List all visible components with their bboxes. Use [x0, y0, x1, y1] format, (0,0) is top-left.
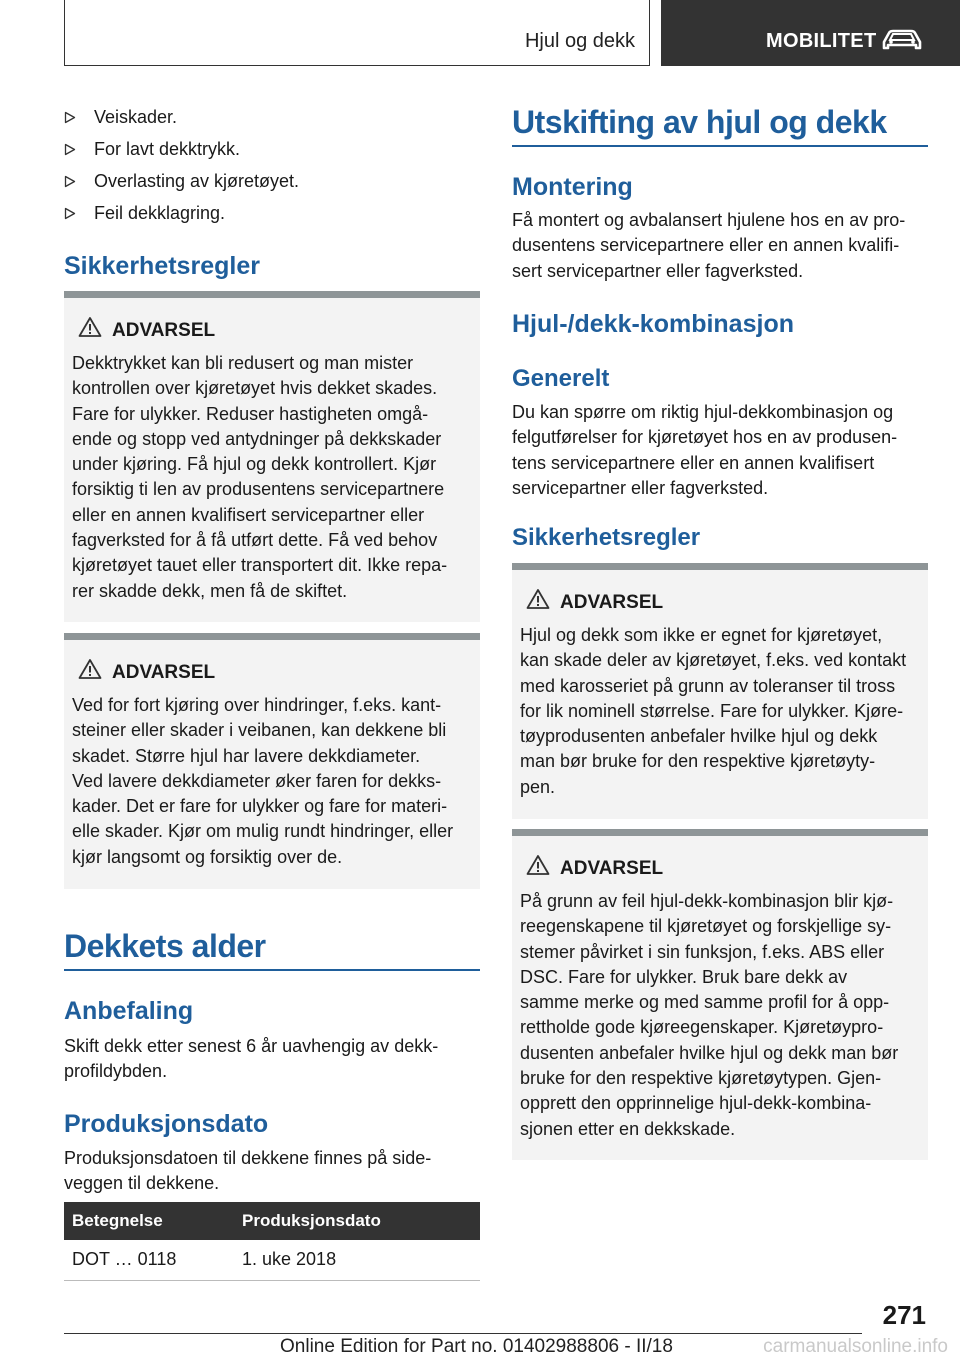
general-text [512, 400, 928, 501]
triangle-bullet-icon [64, 111, 76, 124]
replacement-heading-rule [512, 145, 928, 147]
watermark: carmanualsonline.info [763, 1336, 948, 1357]
text-line: Produksjonsdatoen til dekkene finnes på side- [64, 1148, 432, 1168]
text-line: På grunn av feil hjul-dekk-kombinasjon blir kjø- [520, 891, 894, 911]
text-line: dusenten anbefaler hvilke hjul og dekk man bør [520, 1042, 899, 1063]
replacement-heading: Utskifting av hjul og dekk [512, 104, 887, 140]
warning-body [72, 351, 478, 604]
list-item [64, 202, 299, 234]
table-row [64, 1240, 480, 1280]
table-header-designation: Betegnelse [64, 1202, 234, 1240]
warning-title: ADVARSEL [560, 592, 664, 613]
text-line: skadet. Større hjul har lavere dekkdiameter. [72, 745, 421, 766]
production-date-heading: Produksjonsdato [64, 1110, 269, 1138]
text-line: Ved lavere dekkdiameter øker faren for dekks- [72, 770, 442, 791]
text-line: under kjøring. Få hjul og dekk kontrollert. Kjør [72, 454, 437, 475]
text-line: reegenskapene til kjøretøyet og forskjellige sy- [520, 916, 892, 937]
combination-heading: Hjul-/dekk-kombinasjon [512, 310, 794, 338]
text-line: kader. Det er fare for ulykker og fare for materi- [72, 796, 448, 817]
text-line: ende og stopp ved antydninger på dekkskader [72, 428, 442, 449]
text-line: tens servicepartnere eller en annen kvalifisert [512, 452, 875, 473]
text-line: pen. [520, 776, 556, 797]
page-number: 271 [882, 1300, 926, 1330]
left-warning-1 [64, 291, 480, 622]
list-item-text: Veiskader. [94, 107, 178, 127]
header-chapter-title: MOBILITET [766, 30, 877, 52]
production-date-table [64, 1202, 480, 1281]
text-line: servicepartner eller fagverksted. [512, 477, 769, 498]
list-item [64, 138, 299, 170]
warning-title: ADVARSEL [112, 662, 216, 683]
mounting-text [512, 208, 928, 284]
warning-body [520, 889, 926, 1142]
general-heading: Generelt [512, 365, 610, 392]
right-warning-2 [512, 829, 928, 1160]
age-heading: Dekkets alder [64, 928, 266, 964]
list-item-text: Overlasting av kjøretøyet. [94, 171, 300, 191]
text-line: felgutførelser for kjøretøyet hos en av produsen- [512, 427, 898, 448]
warning-title: ADVARSEL [112, 320, 216, 341]
text-line: stemer påvirket i sin funksjon, f.eks. ABS eller [520, 941, 885, 962]
text-line: samme merke og med samme profil for å opp- [520, 992, 890, 1013]
text-line: rer skadde dekk, men få de skiftet. [72, 580, 348, 601]
text-line: fagverksted for å få utført dette. Få ved behov [72, 530, 438, 551]
warning-triangle-icon [526, 588, 550, 610]
production-date-text [64, 1146, 480, 1197]
text-line: tøyprodusenten anbefaler hvilke hjul og dekk [520, 726, 878, 747]
mounting-heading: Montering [512, 173, 633, 201]
text-line: Ved for fort kjøring over hindringer, f.eks. kant- [72, 695, 442, 715]
text-line: kontrollen over kjøretøyet hvis dekket skades. [72, 378, 438, 399]
cause-list [64, 106, 299, 234]
list-item-text: Feil dekklagring. [94, 203, 226, 223]
car-icon [880, 28, 924, 52]
text-line: Dekktrykket kan bli redusert og man mister [72, 353, 414, 373]
text-line: sert servicepartner eller fagverksted. [512, 260, 804, 281]
list-item [64, 170, 299, 202]
table-cell: DOT … 0118 [64, 1240, 234, 1280]
header-section-title: Hjul og dekk [524, 30, 635, 52]
triangle-bullet-icon [64, 207, 76, 220]
text-line: kjør langsomt og forsiktig over de. [72, 846, 343, 867]
footer-rule [64, 1333, 862, 1334]
text-line: rettholde gode kjøreegenskaper. Kjøretøypro- [520, 1017, 884, 1038]
recommendation-heading: Anbefaling [64, 997, 194, 1025]
text-line: man bør bruke for den respektive kjøretøyty- [520, 751, 876, 772]
text-line: sjonen etter en dekkskade. [520, 1118, 736, 1139]
table-header-production-date: Produksjonsdato [234, 1202, 480, 1240]
text-line: profildybden. [64, 1061, 168, 1082]
header-chapter-box [661, 0, 960, 66]
text-line: kjøretøyet tauet eller transportert dit. Ikke repa- [72, 555, 448, 576]
text-line: for lik nominell størrelse. Fare for ulykker. Kjøre- [520, 700, 904, 721]
text-line: eller en annen kvalifisert servicepartner eller [72, 504, 425, 525]
text-line: steiner eller skader i veibanen, kan dekkene bli [72, 720, 447, 741]
warning-triangle-icon [78, 658, 102, 680]
text-line: Skift dekk etter senest 6 år uavhengig av dekk- [64, 1036, 439, 1056]
right-safety-heading: Sikkerhetsregler [512, 524, 701, 551]
text-line: Fare for ulykker. Reduser hastigheten omgå- [72, 403, 429, 424]
text-line: elle skader. Kjør om mulig rundt hindringer, eller [72, 821, 454, 842]
list-item-text: For lavt dekktrykk. [94, 139, 241, 159]
left-warning-2 [64, 633, 480, 889]
text-line: DSC. Fare for ulykker. Bruk bare dekk av [520, 966, 848, 987]
text-line: Du kan spørre om riktig hjul-dekkombinasjon og [512, 402, 894, 422]
footer-edition: Online Edition for Part no. 01402988806 - II/18 [280, 1336, 673, 1357]
warning-triangle-icon [78, 316, 102, 338]
text-line: med karosseriet på grunn av toleranser til tross [520, 675, 896, 696]
triangle-bullet-icon [64, 143, 76, 156]
warning-body [72, 693, 478, 870]
text-line: kan skade deler av kjøretøyet, f.eks. ved kontakt [520, 650, 907, 671]
text-line: veggen til dekkene. [64, 1173, 220, 1194]
left-safety-heading: Sikkerhetsregler [64, 252, 260, 280]
list-item [64, 106, 299, 138]
header-section-box [64, 0, 650, 66]
warning-body [520, 623, 926, 800]
warning-title: ADVARSEL [560, 858, 664, 879]
text-line: dusentens servicepartnere eller en annen kvalifi- [512, 235, 900, 256]
text-line: bruke for den respektive kjøretøytypen. Gjen- [520, 1068, 882, 1089]
right-warning-1 [512, 563, 928, 819]
recommendation-text [64, 1034, 480, 1085]
text-line: forsiktig ti len av produsentens servicepartnere [72, 479, 445, 500]
text-line: Få montert og avbalansert hjulene hos en av pro- [512, 210, 906, 230]
age-heading-rule [64, 969, 480, 971]
text-line: Hjul og dekk som ikke er egnet for kjøretøyet, [520, 625, 883, 645]
text-line: opprett den opprinnelige hjul-dekk-kombina- [520, 1093, 872, 1114]
table-cell: 1. uke 2018 [234, 1240, 480, 1280]
warning-triangle-icon [526, 854, 550, 876]
triangle-bullet-icon [64, 175, 76, 188]
